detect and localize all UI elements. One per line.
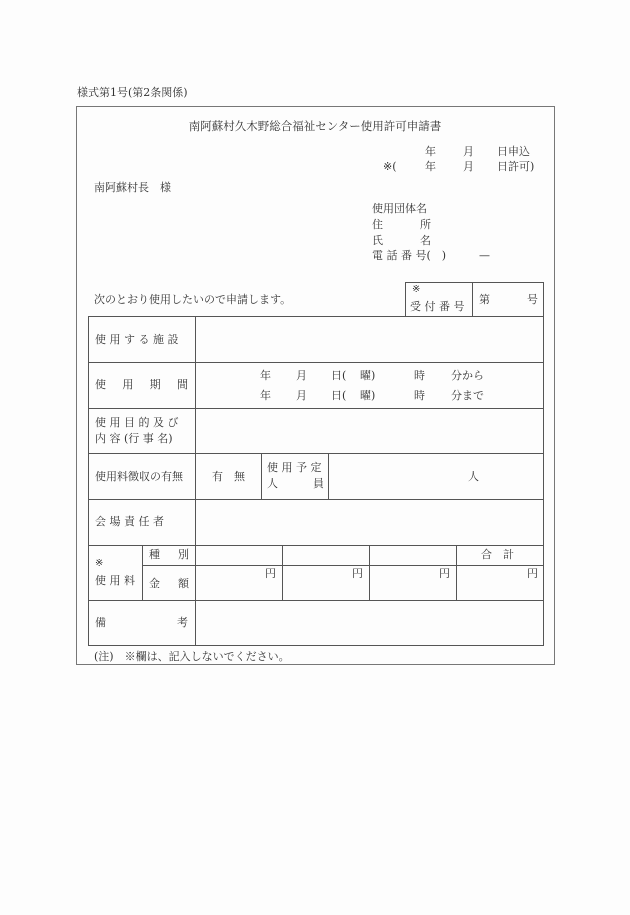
- fee-type-field-2[interactable]: [283, 546, 369, 565]
- fee-collection-label: 使用料徴収の有無: [95, 470, 183, 483]
- application-year: 年: [425, 145, 436, 158]
- purpose-field[interactable]: [196, 409, 543, 453]
- yen-3: 円: [439, 567, 450, 580]
- fee-type-field-3[interactable]: [370, 546, 456, 565]
- name-label-2: 名: [420, 234, 431, 247]
- intro-text: 次のとおり使用したいので申請します。: [94, 293, 292, 306]
- period-label: 使 用 期 間: [95, 378, 188, 391]
- application-day: 日申込: [497, 145, 530, 158]
- phone-label: 電 話 番 号( ): [372, 249, 447, 262]
- attendees-label-1: 使 用 予 定: [267, 461, 322, 474]
- amount-label: 金 額: [149, 577, 189, 590]
- address-label-2: 所: [420, 218, 431, 231]
- addressee: 南阿蘇村長 様: [94, 181, 171, 194]
- remarks-field[interactable]: [196, 601, 543, 645]
- attendees-label-2a: 人: [267, 477, 278, 490]
- note: (注) ※欄は、記入しないでください。: [94, 650, 290, 663]
- usage-fee-label: 使 用 料: [95, 574, 135, 587]
- address-label-1: 住: [372, 218, 383, 231]
- receipt-number-field[interactable]: [473, 283, 543, 316]
- purpose-label-2: 内 容 (行 事 名): [95, 432, 173, 445]
- total-label: 合 計: [481, 548, 514, 561]
- attendees-field[interactable]: [329, 454, 543, 499]
- name-label-1: 氏: [372, 234, 383, 247]
- yen-1: 円: [265, 567, 276, 580]
- type-label: 種 別: [149, 548, 189, 561]
- receipt-go: 号: [527, 293, 538, 306]
- purpose-label-1: 使 用 目 的 及 び: [95, 416, 179, 429]
- group-name-label: 使用団体名: [372, 202, 427, 215]
- fee-amount-field-1[interactable]: [196, 566, 282, 600]
- fee-collection-options[interactable]: 有 無: [212, 470, 245, 483]
- fee-amount-field-3[interactable]: [370, 566, 456, 600]
- manager-field[interactable]: [196, 500, 543, 545]
- manager-label: 会 場 責 任 者: [95, 515, 164, 528]
- facility-label: 使 用 す る 施 設: [95, 333, 179, 346]
- fee-amount-total-field[interactable]: [457, 566, 543, 600]
- permission-year: 年: [425, 160, 436, 173]
- receipt-label: 受 付 番 号: [410, 300, 465, 313]
- yen-2: 円: [352, 567, 363, 580]
- permission-mark: ※(: [383, 160, 397, 173]
- receipt-dai: 第: [479, 293, 490, 306]
- attendees-unit: 人: [468, 470, 479, 483]
- fee-amount-field-2[interactable]: [283, 566, 369, 600]
- fee-type-field-1[interactable]: [196, 546, 282, 565]
- form-number: 様式第1号(第2条関係): [77, 86, 188, 99]
- permission-day: 日許可): [497, 160, 535, 173]
- attendees-label-2b: 員: [313, 477, 324, 490]
- phone-dash: —: [479, 249, 490, 262]
- receipt-mark: ※: [412, 284, 421, 295]
- application-month: 月: [463, 145, 474, 158]
- permission-month: 月: [463, 160, 474, 173]
- yen-total: 円: [527, 567, 538, 580]
- usage-fee-mark: ※: [95, 558, 104, 569]
- remarks-label: 備 考: [95, 616, 188, 629]
- form-title: 南阿蘇村久木野総合福祉センター使用許可申請書: [188, 119, 442, 133]
- facility-field[interactable]: [196, 317, 543, 362]
